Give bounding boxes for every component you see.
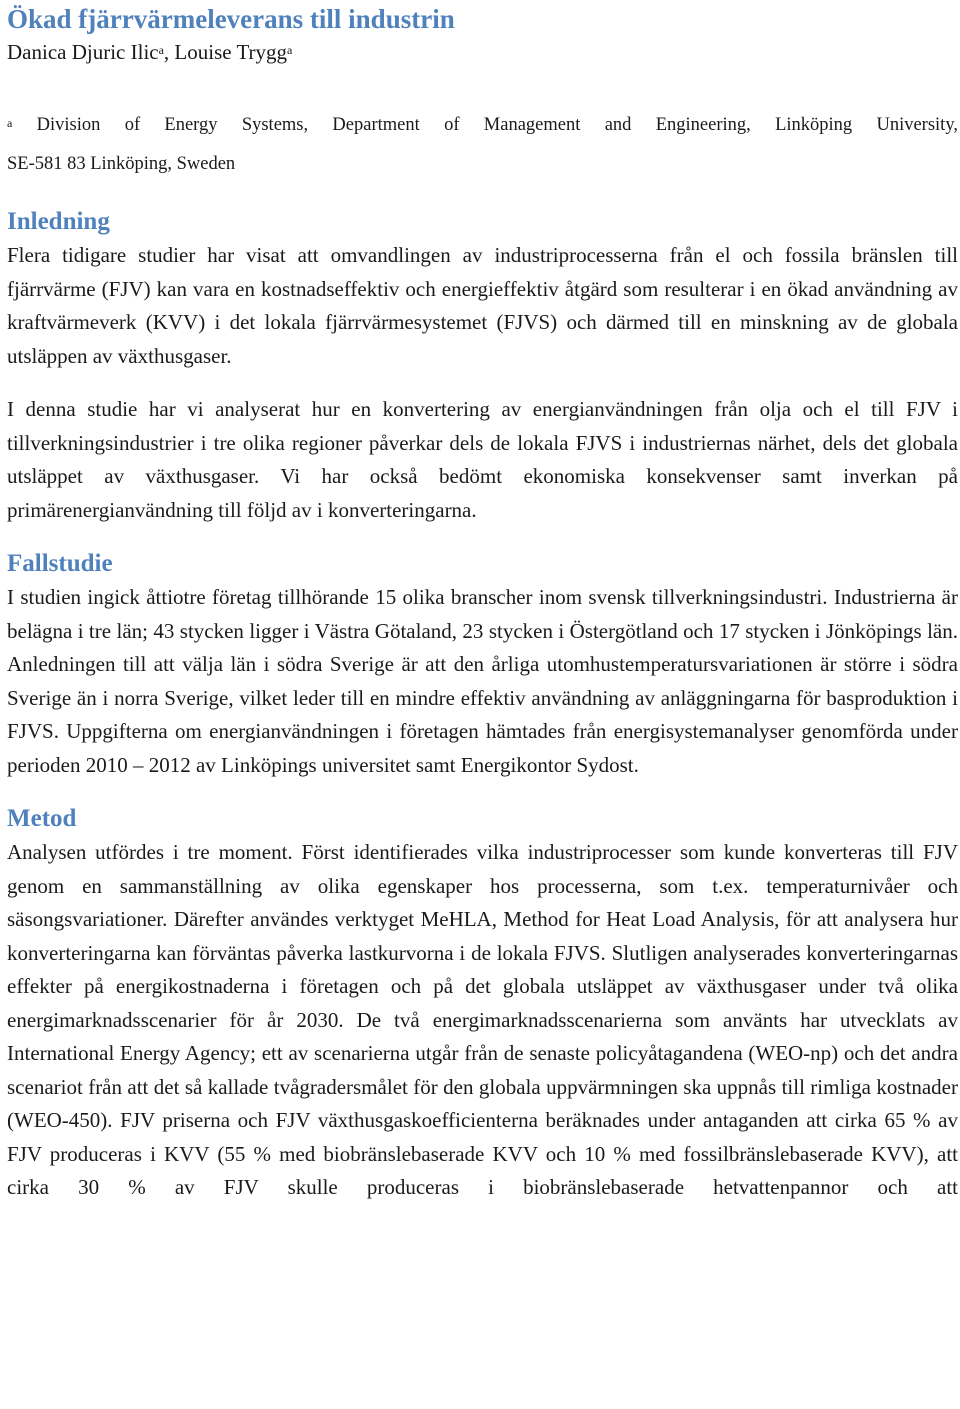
section-heading-fallstudie: Fallstudie [7, 550, 113, 577]
affiliation-marker: a [158, 43, 164, 57]
author-list [7, 38, 958, 66]
affiliation-address: SE-581 83 Linköping, Sweden [7, 154, 236, 174]
affiliation-line [7, 101, 958, 150]
paragraph-inledning-2: I denna studie har vi analyserat hur en konvertering av energianvändningen från olja och el till FJV i tillverkningsindustrier i tre olika regioner påverkar dels de lokala FJVS i industriernas närhet, dels det globala utsläppet av växthusgaser. Vi har också bedömt ekonomiska konsekvenser samt inverkan på primärenergianvändning till följd av i konverteringarna. [7, 397, 958, 522]
section-heading-inledning: Inledning [7, 208, 110, 235]
author-name: Louise Trygg [174, 40, 288, 64]
affiliation-marker: a [7, 116, 13, 130]
paper-title: Ökad fjärrvärmeleverans till industrin [7, 4, 455, 34]
author-name: Danica Djuric Ilic [7, 40, 159, 64]
affiliation-marker: a [287, 43, 293, 57]
paragraph-fallstudie-1: I studien ingick åttiotre företag tillhörande 15 olika branscher inom svensk tillverkningsindustri. Industrierna är belägna i tre län; 43 stycken ligger i Västra Götaland, 23 stycken i Östergötland och 17 stycken i Jönköpings län. Anledningen till att välja län i södra Sverige är att den årliga utomhustemperatursvariationen är större i södra Sverige än i norra Sverige, vilket leder till en mindre effektiv användning av anläggningarna för basproduktion i FJVS. Uppgifterna om energianvändningen i företagen hämtades från energisystemanalyser genomförda under perioden 2010 – 2012 av Linköpings universitet samt Energikontor Sydost. [7, 585, 958, 777]
document-page [7, 0, 958, 1205]
author-separator: , [163, 40, 175, 64]
paragraph-inledning-1: Flera tidigare studier har visat att omvandlingen av industriprocesserna från el och fossila bränslen till fjärrvärme (FJV) kan vara en kostnadseffektiv och energieffektiv åtgärd som resulterar i en ökad användning av kraftvärmeverk (KVV) i det lokala fjärrvärmesystemet (FJVS) och därmed till en minskning av de globala utsläppen av växthusgaser. [7, 243, 958, 368]
paragraph-metod-1: Analysen utfördes i tre moment. Först identifierades vilka industriprocesser som kunde konverteras till FJV genom en sammanställning av olika egenskaper hos processerna, som t.ex. temperaturnivåer och säsongsvariationer. Därefter användes verktyget MeHLA, Method for Heat Load Analysis, för att analysera hur konverteringarna kan förväntas påverka lastkurvorna i de lokala FJVS. Slutligen analyserades konverteringarnas effekter på energikostnaderna i företagen och på det globala utsläppet av växthusgaser under två olika energimarknadsscenarier för år 2030. De två energimarknadsscenarierna som använts har utvecklats av International Energy Agency; ett av scenarierna utgår från de senaste policyåtagandena (WEO-np) och det andra scenariot från att det så kallade tvågradersmålet för den globala uppvärmningen ska uppnås till rimliga kostnader (WEO-450). FJV priserna och FJV växthusgaskoefficienterna beräknades under antaganden att cirka 65 % av FJV produceras i KVV (55 % med biobränslebaserade KVV och 10 % med fossilbränslebaserade KVV), att cirka 30 % av FJV skulle produceras i biobränslebaserade hetvattenpannor och att [7, 840, 958, 1199]
affiliation-text: Division of Energy Systems, Department of Management and Engineering, Linköping University, [12, 115, 958, 135]
section-heading-metod: Metod [7, 805, 77, 832]
